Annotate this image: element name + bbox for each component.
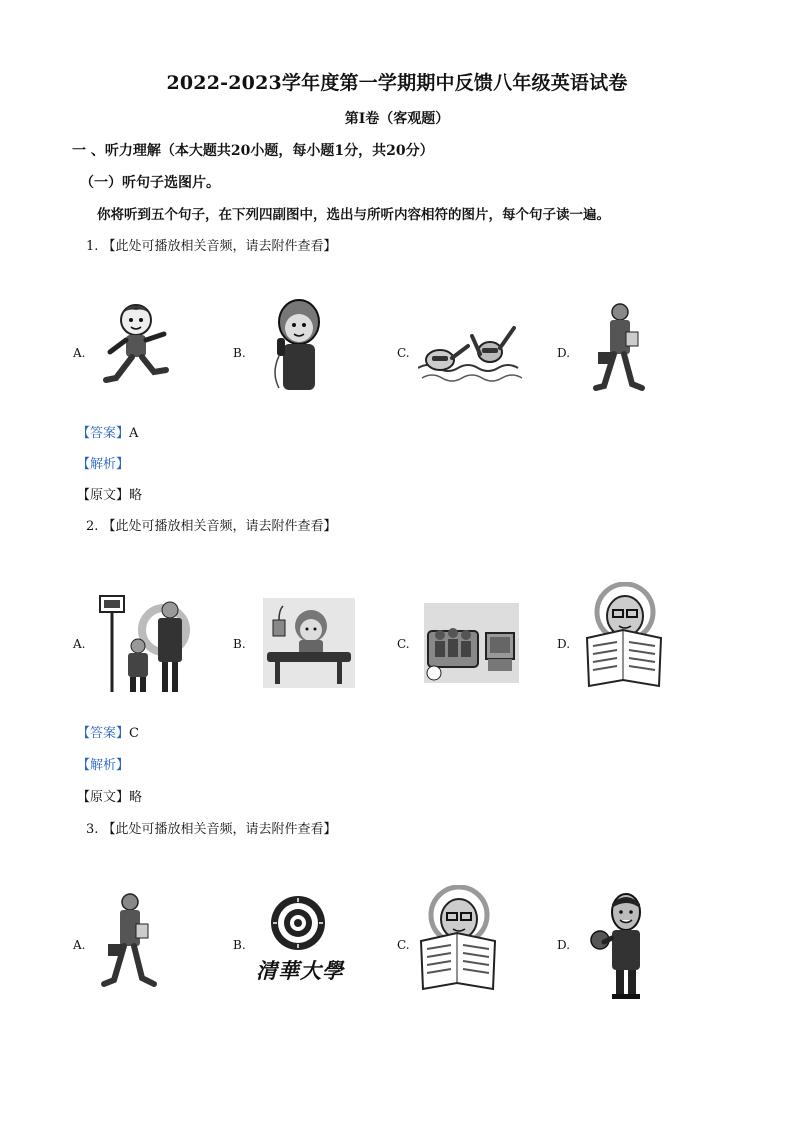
- man-with-ball-icon: [588, 890, 650, 1002]
- option-label-a: A.: [73, 938, 86, 952]
- page-title: 2022-2023学年度第一学期期中反馈八年级英语试卷: [166, 72, 628, 94]
- option-label-c: C.: [397, 637, 410, 651]
- question-1: [86, 235, 337, 254]
- audio-prompt: 【此处可播放相关音频，请去附件查看】: [102, 239, 337, 254]
- option-label-b: B.: [233, 346, 246, 360]
- swimming-people-icon: [418, 318, 526, 386]
- walking-man-briefcase-icon: [592, 300, 652, 395]
- page-subtitle: 第I卷（客观题）: [344, 111, 450, 127]
- question-number: 1.: [86, 239, 99, 254]
- audio-prompt: 【此处可播放相关音频，请去附件查看】: [102, 822, 337, 837]
- answer-line-1: [77, 422, 138, 441]
- option-label-d: D.: [557, 346, 571, 360]
- original-line-2: [77, 786, 142, 805]
- original-value: 略: [129, 790, 143, 805]
- analysis-tag: 【解析】: [77, 457, 130, 472]
- boy-on-phone-icon: [265, 298, 330, 396]
- original-line-1: [77, 484, 142, 503]
- answer-value: A: [129, 426, 139, 441]
- instruction-text: 你将听到五个句子，在下列四副图中，选出与所听内容相符的图片，每个句子读一遍。: [97, 207, 610, 223]
- running-boy-icon: [98, 300, 173, 395]
- section-heading: 一 、听力理解（本大题共20小题，每小题1分，共20分）: [72, 143, 434, 159]
- option-label-d: D.: [557, 938, 571, 952]
- man-reading-newspaper-icon: [583, 582, 665, 690]
- option-label-c: C.: [397, 938, 410, 952]
- family-watching-tv-icon: [424, 603, 519, 683]
- girl-at-desk-icon: [263, 598, 355, 688]
- option-label-a: A.: [73, 346, 86, 360]
- question-number: 2.: [86, 519, 99, 534]
- part-heading: （一）听句子选图片。: [80, 175, 220, 191]
- original-tag: 【原文】: [77, 488, 130, 503]
- analysis-line-2: [77, 754, 129, 773]
- original-tag: 【原文】: [77, 790, 130, 805]
- question-2: [86, 515, 337, 534]
- option-label-b: B.: [233, 637, 246, 651]
- answer-tag: 【答案】: [77, 726, 130, 741]
- option-label-c: C.: [397, 346, 410, 360]
- option-label-d: D.: [557, 637, 571, 651]
- option-label-a: A.: [73, 637, 86, 651]
- walking-man-briefcase-icon: [100, 890, 162, 990]
- man-reading-newspaper-icon: [417, 885, 499, 993]
- option-label-b: B.: [233, 938, 246, 952]
- answer-line-2: [77, 722, 139, 741]
- answer-tag: 【答案】: [77, 426, 130, 441]
- question-3: [86, 818, 337, 837]
- original-value: 略: [129, 488, 143, 503]
- logo-text: 清華大學: [256, 958, 344, 983]
- analysis-tag: 【解析】: [77, 758, 130, 773]
- analysis-line-1: [77, 453, 129, 472]
- audio-prompt: 【此处可播放相关音频，请去附件查看】: [102, 519, 337, 534]
- tsinghua-university-logo-icon: [252, 895, 344, 985]
- bus-stop-people-icon: [98, 590, 193, 695]
- answer-value: C: [129, 726, 139, 741]
- question-number: 3.: [86, 822, 99, 837]
